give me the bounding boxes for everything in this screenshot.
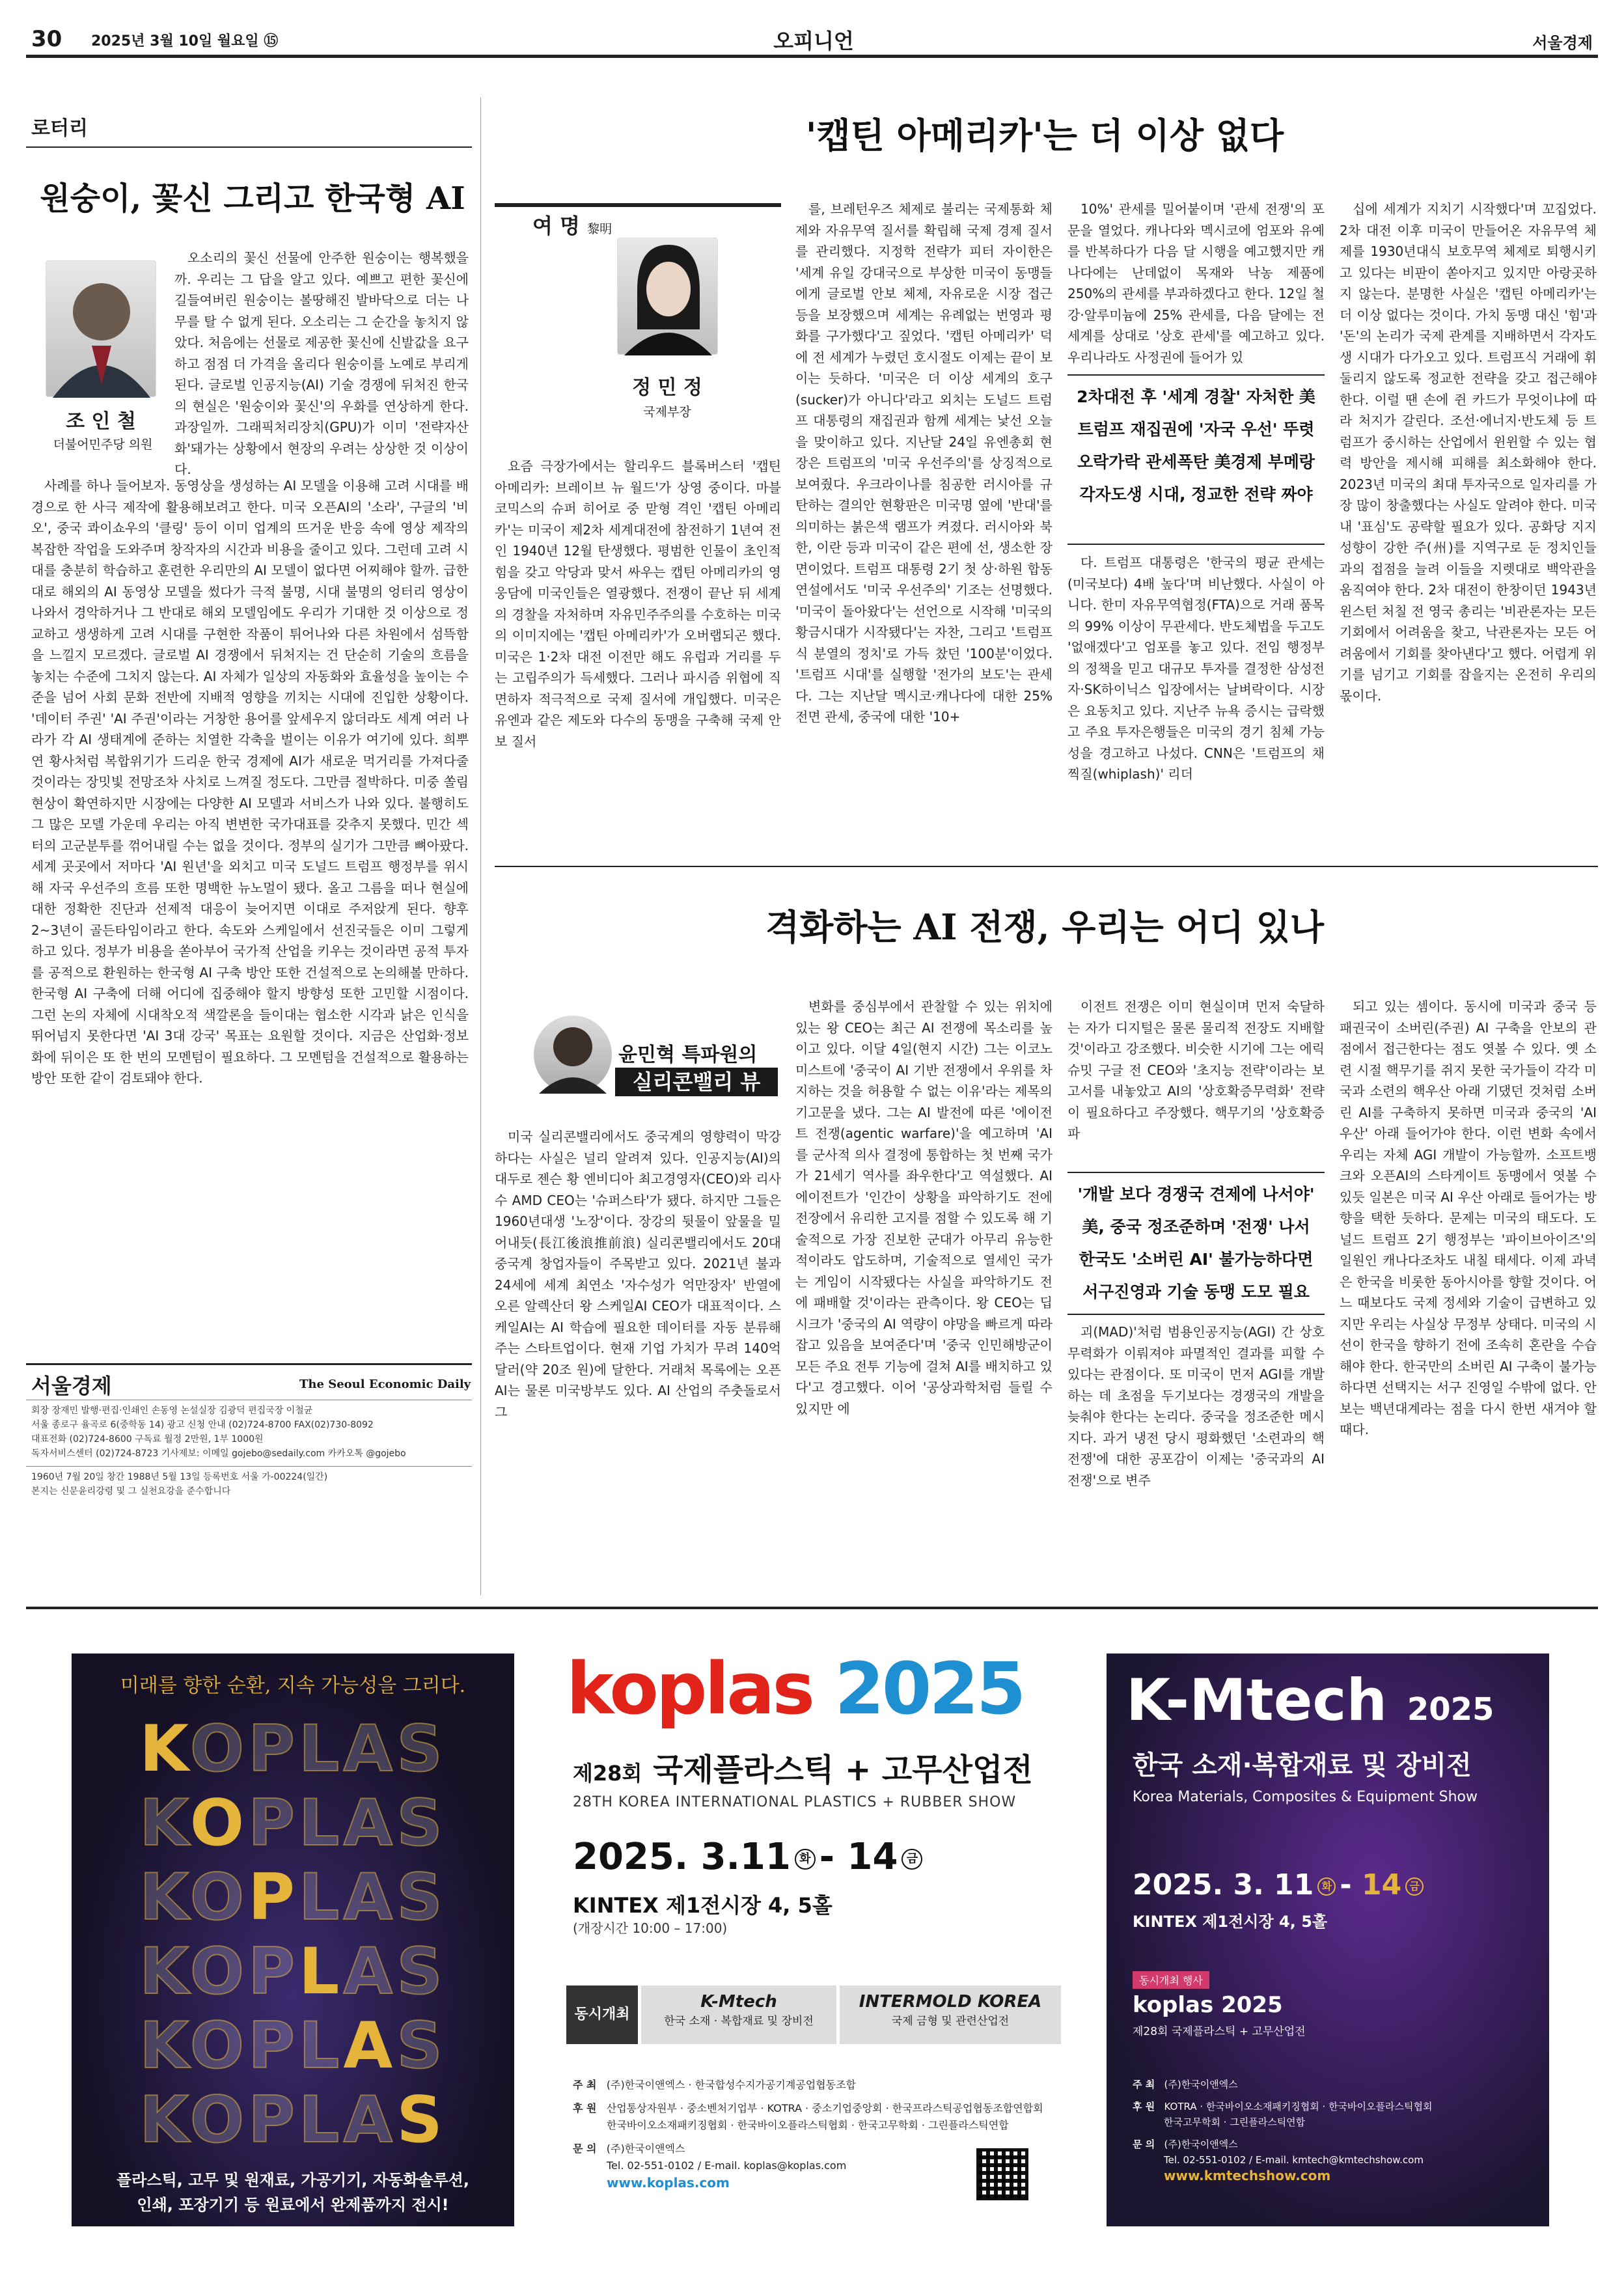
koplas-letter: L xyxy=(298,2009,344,2083)
kmtech-venue: KINTEX 제1전시장 4, 5홀 xyxy=(1133,1913,1328,1931)
koplas-logo: koplas 2025 xyxy=(566,1647,1024,1730)
koplas-letter: P xyxy=(248,2083,299,2157)
koplas-letter: K xyxy=(139,1861,190,1935)
koplas-title-en: 28TH KOREA INTERNATIONAL PLASTICS + RUBBER SHOW xyxy=(573,1794,1017,1810)
koplas-letter: K xyxy=(139,1935,190,2009)
concurrent-label: 동시개최 xyxy=(566,1986,638,2044)
masthead-info: 회장 장재민 발행·편집·인쇄인 손동영 논설실장 김광덕 편집국장 이철균 서울 종로구 율곡로 6(중학동 14) 광고 신청 안내 (02)724-8700 FAX(02)730-8092 대표전화 (02)724-8600 구독료 월정 2만원, 1부 1000원 독자서비스센터 (02)724-8723 기사제보: 이메일 gojebo@sedaily.com 카카오톡 @gojebo xyxy=(31,1405,406,1459)
concurrent-intermold: INTERMOLD KOREA 국제 금형 및 관련산업전 xyxy=(840,1986,1061,2044)
pullquote-rule-bottom xyxy=(1067,544,1325,545)
ad-footer: 플라스틱, 고무 및 원재료, 가공기기, 자동화솔루션, 인쇄, 포장기기 등 원료에서 완제품까지 전시! xyxy=(117,2171,469,2214)
author-title: 더불어민주당 의원 xyxy=(53,437,153,452)
kmtech-title: 한국 소재·복합재료 및 장비전 xyxy=(1133,1750,1472,1780)
koplas-letter: A xyxy=(343,1861,397,1935)
column2-title: 격화하는 AI 전쟁, 우리는 어디 있나 xyxy=(765,906,1325,948)
koplas-letter: A xyxy=(343,2009,397,2083)
koplas-url-link[interactable]: www.koplas.com xyxy=(607,2175,730,2191)
column1-pullquote: 2차대전 후 '세계 경찰' 자처한 美 트럼프 재집권에 '자국 우선' 뚜렷 오락가락 관세폭탄 美경제 부메랑 각자도생 시대, 정교한 전략 짜야 xyxy=(1077,387,1315,504)
masthead-divider-2 xyxy=(26,1466,472,1467)
koplas-letter: S xyxy=(396,2009,447,2083)
koplas-letter: L xyxy=(298,1786,344,1861)
koplas-letter: A xyxy=(343,1935,397,2009)
column2-col-c: 이전트 전쟁은 이미 현실이며 먼저 숙달하는 자가 디지털은 물론 물리적 전장도 지배할 것'이라고 강조했다. 비슷한 시기에 그는 에릭 슈밋 구글 전 CEO와 '초지능 전략'이라는 보고서를 내놓았고 AI의 '상호확증무력화' 전략이 필요하다고 주장했다. 핵무기의 '상호확증파 xyxy=(1067,999,1325,1141)
badge-line1: 윤민혁 특파원의 xyxy=(618,1044,758,1066)
kmtech-date: 2025. 3. 11 화 - 14 금 xyxy=(1133,1868,1424,1902)
column2-pullquote: '개발 보다 경쟁국 견제에 나서야' 美, 중국 정조준하며 '전쟁' 나서 한국도 '소버린 AI' 불가능하다면 서구진영과 기술 동맹 도모 필요 xyxy=(1077,1185,1315,1301)
koplas-letter: P xyxy=(248,1786,299,1861)
koplas-letter: K xyxy=(139,2009,190,2083)
column1-col-c: 10%' 관세를 밀어붙이며 '관세 전쟁'의 포문을 열었다. 캐나다와 멕시코에 엄포와 유예를 반복하다가 다음 달 시행을 예고했지만 캐나다에는 난데없이 목재와 낙농 제품에 250%의 관세를 부과하겠다고 한다. 12일 철강·알루미늄에 25% 관세를, 다음 달에는 전 세계를 상대로 '상호 관세'를 예고하고 있다. 우리나라도 사정권에 들어가 있 xyxy=(1067,201,1325,365)
koplas-letter: S xyxy=(396,1712,447,1786)
koplas-letter: L xyxy=(298,1712,344,1786)
column1-label: 여 명 黎明 xyxy=(532,214,612,238)
masthead-rule xyxy=(26,1363,472,1365)
page-number: 30 xyxy=(31,26,62,52)
koplas-letter: L xyxy=(298,1861,344,1935)
column1-col-e: 십에 세계가 지치기 시작했다'며 꼬집었다. 2차 대전 이후 미국이 만들어온 자유무역 체제를 1930년대식 보호무역 체제로 퇴행시키고 있다는 비판이 쏟아지고 있지만 아랑곳하지 않는다. 분명한 사실은 '캡틴 아메리카'는 더 이상 없다는 것이다. 가치 동맹 대신 '힘'과 '돈'의 논리가 국제 관계를 지배하면서 각자도생 시대가 다가오고 있다. 트럼프식 거래에 휘둘리지 않도록 정교한 전략을 갖고 접근해야 한다. 이럴 땐 손에 쥔 카드가 무엇이냐에 따라 처지가 갈린다. 조선·에너지·반도체 등 트럼프가 중시하는 산업에서 윈윈할 수 있는 협력 방안을 제시해 피해를 최소화해야 한다. 2023년 미국의 최대 투자국으로 일자리를 가장 많이 창출했다는 사실도 알려야 한다. 미국 내 '표심'도 공략할 필요가 있다. 공화당 지지 성향이 강한 주(州)를 지역구로 둔 정치인들과의 접점을 늘려 이들을 지렛대로 백악관을 움직여야 한다. 2차 대전이 한창이던 1943년 윈스턴 처칠 전 영국 총리는 '비관론자는 모든 기회에서 어려움을 찾고, 낙관론자는 모든 어려움에서 기회를 찾아낸다'고 했다. 어렵게 위기를 넘기고 기회를 잡을지는 온전히 우리의 몫이다. xyxy=(1340,201,1597,704)
koplas-letter: P xyxy=(248,1712,299,1786)
author-silhouette-icon xyxy=(618,238,719,355)
concurrent-kmtech: K-Mtech 한국 소재 · 복합재료 및 장비전 xyxy=(641,1986,836,2044)
section-title: 오피니언 xyxy=(773,29,854,53)
koplas-letter: K xyxy=(139,1712,190,1786)
column1-col-a: 요즘 극장가에서는 할리우드 블록버스터 '캡틴 아메리카: 브레이브 뉴 월드'가 상영 중이다. 마블코믹스의 슈퍼 히어로 중 맏형 격인 '캡틴 아메리카'는 미국이 제2차 세계대전에 참전하기 1년여 전인 1940년 12월 탄생했다. 평범한 인물이 초인적 힘을 갖고 악당과 맞서 싸우는 캡틴 아메리카의 영웅담에 미국인들은 열광했다. 전쟁이 끝난 뒤 세계의 경찰을 자처하며 자유민주주의를 수호하는 미국의 이미지에는 '캡틴 아메리카'가 오버랩되곤 했다. 미국은 1·2차 대전 이전만 해도 유럽과 거리를 두는 고립주의가 득세했다. 그러나 파시즘 위협에 직면하자 적극적으로 국제 질서에 개입했다. 미국은 유엔과 같은 제도와 다수의 동맹을 구축해 국제 안보 질서 xyxy=(495,458,781,749)
column1-col-b: 를, 브레턴우즈 체제로 불리는 국제통화 체제와 자유무역 질서를 확립해 국제 경제 질서를 관리했다. 지정학 전략가 피터 자이한은 '세계 유일 강대국으로 부상한 미국이 동맹들에게 글로벌 안보 체제, 자유로운 시장 접근 등을 보장했으며 세계는 유례없는 번영과 평화를 구가했다'고 짚었다. '캡틴 아메리카' 덕에 전 세계가 누렸던 호시절도 이제는 끝이 보이는 듯하다. '미국은 더 이상 세계의 호구(sucker)가 아니다'라고 외치는 도널드 트럼프 대통령의 재집권과 함께 세계는 낯선 오늘을 맞이하고 있다. 지난달 24일 유엔총회 현장은 트럼프의 '미국 우선주의'를 상징적으로 보여줬다. 우크라이나를 침공한 러시아를 규탄하는 결의안 현황판은 미국명 옆에 '반대'를 의미하는 붉은색 램프가 켜졌다. 러시아와 북한, 이란 등과 미국이 같은 편에 선, 생소한 장면이었다. 트럼프 대통령 2기 첫 상·하원 합동 연설에서도 '미국 우선주의' 기조는 선명했다. '미국이 돌아왔다'는 선언으로 시작해 '미국의 황금시대가 시작됐다'는 자찬, 그리고 '트럼프식 분열의 정치'로 가득 찼던 '100분'이었다. '트럼프 시대'를 실행할 '전가의 보도'는 관세다. 그는 지난달 멕시코·캐나다에 대한 25% 전면 관세, 중국에 대한 '10+ xyxy=(795,201,1053,725)
koplas-letter: S xyxy=(396,1861,447,1935)
lottery-rule xyxy=(26,146,472,148)
koplas-letter: S xyxy=(396,1935,447,2009)
author-silhouette-icon xyxy=(534,1016,612,1094)
ad-koplas-info[interactable] xyxy=(560,1647,1067,2233)
ad-koplas-poster[interactable] xyxy=(72,1653,514,2226)
kmtech-url-link[interactable]: www.kmtechshow.com xyxy=(1164,2168,1331,2183)
koplas-letter: O xyxy=(189,2083,249,2157)
koplas-letter: P xyxy=(248,2009,299,2083)
ad-tagline: 미래를 향한 순환, 지속 가능성을 그리다. xyxy=(120,1674,466,1697)
koplas-row xyxy=(91,2009,495,2083)
koplas-letter: S xyxy=(396,1786,447,1861)
koplas-row xyxy=(91,1712,495,1786)
koplas-date: 2025. 3.11 화 - 14 금 xyxy=(573,1836,922,1878)
ad-kmtech-poster[interactable] xyxy=(1107,1653,1549,2226)
koplas-letter: K xyxy=(139,2083,190,2157)
koplas-venue: KINTEX 제1전시장 4, 5홀 xyxy=(573,1893,833,1918)
qr-code-icon[interactable] xyxy=(976,2148,1028,2200)
kmtech-concurrent-brand: koplas 2025 xyxy=(1133,1992,1283,2018)
pullquote2-rule-bottom xyxy=(1067,1314,1325,1315)
koplas-letter: A xyxy=(343,2083,397,2157)
masthead-legal: 1960년 7월 20일 창간 1988년 5월 13일 등록번호 서울 가-00224(일간) 본지는 신문윤리강령 및 그 실천요강을 준수합니다 xyxy=(31,1472,328,1497)
column2-col-e: 되고 있는 셈이다. 동시에 미국과 중국 등 패권국이 소버린(주권) AI 구축을 안보의 관점에서 접근한다는 점도 엿볼 수 있다. 옛 소련 시절 핵무기를 쥐지 못한 국가들이 각각 미국과 소련의 핵우산 아래 기댔던 것처럼 소버린 AI를 구축하지 못하면 미국과 중국의 'AI 우산' 아래 들어가야 한다. 이런 변화 속에서 우리는 자체 AGI 개발이 가능할까. 소프트뱅크와 오픈AI의 스타게이트 동맹에서 엿볼 수 있듯 일본은 미국 AI 우산 아래로 들어가는 방향을 택한 듯하다. 문제는 미국의 태도다. 도널드 트럼프 2기 행정부는 '파이브아이즈'의 일원인 캐나다조차도 내칠 태세다. 이제 과녁은 한국을 비롯한 동아시아를 향할 것이다. 어느 때보다도 국제 정세와 기술이 급변하고 있지만 우리는 사실상 무정부 상태다. 미국의 시선이 한국을 향하기 전에 조속히 혼란을 수습해야 한다. 한국만의 소버린 AI 구축이 불가능하다면 선택지는 서구 진영일 수밖에 없다. 안보는 백년대계라는 점을 다시 한번 새겨야 할 때다. xyxy=(1340,999,1597,1437)
koplas-letter: P xyxy=(248,1861,299,1935)
column2-col-b: 변화를 중심부에서 관찰할 수 있는 위치에 있는 왕 CEO는 최근 AI 전쟁에 목소리를 높이고 있다. 이달 4일(현지 시간) 그는 이코노미스트에 '중국이 AI 기반 전쟁에서 우위를 차지하는 것을 허용할 수 없는 이유'라는 제목의 기고문을 냈다. 그는 AI 발전에 따른 '에이전트 전쟁(agentic warfare)'을 예고하며 'AI를 군사적 의사 결정에 통합하는 첫 번째 국가가 21세기 역사를 좌우한다'고 역설했다. AI 에이전트가 '인간이 상황을 파악하기도 전에 전장에서 유리한 고지를 점할 수 있도록 해 기술적으로 가장 진보한 군대가 아무리 유능한 적이라도 압도하며, 기술적으로 열세인 국가는 게임이 시작됐다는 사실을 파악하기도 전에 패배할 것'이라는 관측이다. 왕 CEO는 딥시크가 '중국의 AI 역량이 야망을 빠르게 따라잡고 있음을 보여준다'며 '중국 인민해방군이 모든 주요 전투 기능에 걸쳐 AI를 배치하고 있다'고 경고했다. 이어 '공상과학처럼 들릴 수 있지만 에 xyxy=(795,999,1053,1417)
koplas-letter: P xyxy=(248,1935,299,2009)
koplas-row xyxy=(91,1786,495,1861)
author-silhouette-icon xyxy=(46,261,157,398)
column1-col-d: 다. 트럼프 대통령은 '한국의 평균 관세는 (미국보다) 4배 높다'며 비난했다. 사실이 아니다. 한미 자유무역협정(FTA)으로 거래 품목의 99% 이상이 무관세다. 반도체법을 두고도 '없애겠다'고 엄포를 놓고 있다. 전임 행정부의 정책을 믿고 대규모 투자를 결정한 삼성전자·SK하이닉스 입장에서는 날벼락이다. 시장은 요동치고 있다. 지난주 뉴욕 증시는 급락했고 주요 투자은행들은 미국의 경기 침체 가능성을 경고하고 나섰다. CNN은 '트럼프의 채찍질(whiplash)' 리더 xyxy=(1067,555,1325,782)
kmtech-concurrent-label: 동시개최 행사 xyxy=(1133,1971,1209,1989)
koplas-row xyxy=(91,1935,495,2009)
column-divider xyxy=(480,98,481,1595)
lottery-title: 원숭이, 꽃신 그리고 한국형 AI xyxy=(40,180,465,217)
lottery-label: 로터리 xyxy=(31,117,88,140)
koplas-letter: O xyxy=(189,1861,249,1935)
masthead-logo-en: The Seoul Economic Daily xyxy=(299,1377,471,1391)
koplas-letter: O xyxy=(189,1786,249,1861)
column1-author-title: 국제부장 xyxy=(643,405,691,419)
ad-section-rule xyxy=(26,1607,1598,1609)
author-photo xyxy=(46,260,156,397)
koplas-letter: O xyxy=(189,1935,249,2009)
pullquote-rule-top xyxy=(1067,374,1325,376)
koplas-row xyxy=(91,2083,495,2157)
lottery-intro: 오소리의 꽃신 선물에 안주한 원숭이는 행복했을까. 우리는 그 답을 알고 있다. 예쁘고 편한 꽃신에 길들여버린 원숭이는 볼땅해진 발바닥으로 더는 나무를 탈 수 없게 된다. 오소리는 그 순간을 놓치지 않았다. 처음에는 선물로 제공한 꽃신에 신발값을 요구하고 점점 더 가격을 올리다 원숭이를 노예로 부리게 된다. 글로벌 인공지능(AI) 기술 경쟁에 뒤처진 한국의 현실은 '원숭이와 꽃신'의 우화를 연상하게 한다. 과장일까. 그래픽처리장치(GPU)가 이미 '전략자산화'돼가는 상황에서 현장의 우려는 상상한 것 이상이다. xyxy=(174,250,469,475)
koplas-row xyxy=(91,1861,495,1935)
koplas-letter: O xyxy=(189,1712,249,1786)
column1-label-rule xyxy=(495,203,781,207)
column1-author-name: 정 민 정 xyxy=(632,376,702,399)
pullquote2-rule-top xyxy=(1067,1172,1325,1173)
koplas-hours: (개장시간 10:00 – 17:00) xyxy=(573,1920,728,1936)
kmtech-logo: K-Mtech 2025 xyxy=(1126,1667,1494,1734)
koplas-letter: S xyxy=(396,2083,447,2157)
koplas-credits: 주 최 (주)한국이앤엑스 · 한국합성수지가공기계공업협동조합 후 원 산업통상자원부 · 중소벤처기업부 · KOTRA · 중소기업중앙회 · 한국프라스틱공업협동조합연합회 한국바이오소재패키징협회 · 한국바이오플라스틱협회 · 한국고무학회 · 그린플라스틱연합 문 의 (주)한국이앤엑스 Tel. 02-551-0102 / E-mail. koplas@koplas.com www.koplas.com xyxy=(573,2077,1054,2191)
header-rule xyxy=(26,55,1598,58)
koplas-title: 제28회 국제플라스틱 + 고무산업전 xyxy=(573,1752,1033,1788)
issue-date: 2025년 3월 10일 월요일 ⑮ xyxy=(91,33,279,49)
koplas-letter: O xyxy=(189,2009,249,2083)
author-name: 조 인 철 xyxy=(66,410,136,433)
article-divider xyxy=(495,866,1598,867)
column2-col-a: 미국 실리콘밸리에서도 중국계의 영향력이 막강하다는 사실은 널리 알려져 있다. 인공지능(AI)의 대두로 젠슨 황 엔비디아 최고경영자(CEO)와 리사 수 AMD CEO는 '슈퍼스타'가 됐다. 하지만 그들은 1960년대생 '노장'이다. 장강의 뒷물이 앞물을 밀어내듯(長江後浪推前浪) 실리콘밸리에서도 20대 중국계 창업자들이 주목받고 있다. 2021년 불과 24세에 세계 최연소 '자수성가 억만장자' 반열에 오른 알렉산더 왕 스케일AI CEO가 대표적이다. 스케일AI는 AI 학습에 필요한 데이터를 자동 분류해주는 스타트업이다. 현재 기업 가치가 무려 140억 달러(약 20조 원)에 달한다. 거래처 목록에는 오픈AI는 물론 미국방부도 있다. AI 산업의 주춧돌로서 그 xyxy=(495,1129,781,1420)
badge-line2: 실리콘밸리 뷰 xyxy=(615,1068,778,1096)
koplas-letter: K xyxy=(139,1786,190,1861)
koplas-letter: A xyxy=(343,1712,397,1786)
kmtech-concurrent-sub: 제28회 국제플라스틱 + 고무산업전 xyxy=(1133,2025,1306,2038)
lottery-body: 사례를 하나 들어보자. 동영상을 생성하는 AI 모델을 이용해 고려 시대를 배경으로 한 사극 제작에 활용해보려고 한다. 미국 오픈AI의 '소라', 구글의 '비오', 중국 콰이쇼우의 '클링' 등이 이미 업계의 뜨거운 반응 속에 영상 제작의 복잡한 작업을 도와주며 창작자의 시간과 비용을 줄이고 있다. 그런데 고려 시대를 충분히 학습하고 훈련한 우리만의 AI 모델이 없다면 어찌해야 할까. 급한 대로 해외의 AI 동영상 모델을 썼다가 극적 불명, 시대 불명의 엉터리 영상이 나와서 경악하거나 그 반대로 해외 모델임에도 우리가 기대한 것 이상으로 정교하고 생생하게 고려 시대를 구현한 작품이 튀어나와 다른 차원에서 섬뜩함을 느낄지 모르겠다. 글로벌 AI 경쟁에서 뒤처지는 건 단순히 기술의 흐름을 놓치는 수준에 그치지 않는다. AI 자체가 일상의 자동화와 효율성을 높이는 수준을 넘어 사회 문화 전반에 지배적 영향을 끼치는 시대에 진입한 상황이다. '데이터 주권' 'AI 주권'이라는 거창한 용어를 앞세우지 않더라도 세계 여러 나라가 각 AI 생태계에 준하는 치열한 각축을 벌이는 이유가 여기에 있다. 희뿌연 황사처럼 복합위기가 드리운 한국 경제에 AI가 새로운 먹거리를 가져다줄 것이라는 장밋빛 전망조차 사치로 느껴질 정도다. 그만큼 절박하다. 미중 쏠림 현상이 확연하지만 시장에는 다양한 AI 모델과 서비스가 나와 있다. 불행히도 그 많은 모델 가운데 우리는 아직 변변한 국가대표를 갖추지 못했다. 민간 섹터의 고군분투를 꺾어내릴 수는 없을 것이다. 정부의 실기가 그만큼 뼈아팠다. 세계 곳곳에서 저마다 'AI 원년'을 외치고 미국 도널드 트럼프 행정부를 위시해 자국 우선주의 흐름 또한 명백한 뉴노멀이 됐다. 올고 그름을 떠나 현실에 대한 정확한 진단과 선제적 대응이 늦어지면 이대로 주저앉게 된다. 향후 2~3년이 골든타임이라고 한다. 속도와 스케일에서 선진국들은 이미 그렇게 하고 있다. 정부가 비용을 쏟아부어 국가적 산업을 키우는 것이라면 공적 투자를 공적으로 환원하는 한국형 AI 구축 방안 또한 건설적으로 논의해볼 만하다. 한국형 AI 구축에 더해 어디에 집중해야 할지 방향성 또한 고민할 시점이다. 그런 논의 자체에 시대착오적 색깔론을 들이대는 협소한 시각과 낡은 인식을 뛰어넘지 못한다면 'AI 3대 강국' 목표는 요원할 것이다. 지금은 산업화·정보화에 뒤이은 또 한 번의 모멘텀이 필요하다. 그 모멘텀을 건설적으로 활용하는 방안 또한 같이 검토돼야 한다. xyxy=(31,478,469,1086)
author-photo-2 xyxy=(617,238,718,355)
koplas-letter: L xyxy=(298,1935,344,2009)
koplas-letter: L xyxy=(298,2083,344,2157)
koplas-letter: A xyxy=(343,1786,397,1861)
column2-col-d: 괴(MAD)'처럼 범용인공지능(AGI) 간 상호 무력화가 이뤄져야 파멸적인 결과를 피할 수 있다는 관점이다. 또 미국이 먼저 AGI를 개발하는 데 초점을 두기보다는 경쟁국의 개발을 늦춰야 한다는 논리다. 중국을 정조준한 메시지다. 과거 냉전 당시 평화했던 '소련과의 핵전쟁'에 대한 공포감이 이제는 '중국과의 AI 전쟁'으로 변주 xyxy=(1067,1324,1325,1488)
kmtech-credits: 주 최 (주)한국이앤엑스 후 원 KOTRA · 한국바이오소재패키징협회 · 한국바이오플라스틱협회 한국고무학회 · 그린플라스틱연합 문 의 (주)한국이앤엑스 Tel. 02-551-0102 / E-mail. kmtech@kmtechshow.com www.kmtechshow.com xyxy=(1133,2077,1536,2183)
ad-koplas-rows xyxy=(91,1712,495,2157)
correspondent-photo xyxy=(534,1016,612,1094)
column1-title: '캡틴 아메리카'는 더 이상 없다 xyxy=(805,115,1284,156)
masthead-logo: 서울경제 xyxy=(31,1374,112,1398)
brand-name: 서울경제 xyxy=(1532,34,1593,52)
kmtech-title-en: Korea Materials, Composites & Equipment Show xyxy=(1133,1789,1478,1805)
